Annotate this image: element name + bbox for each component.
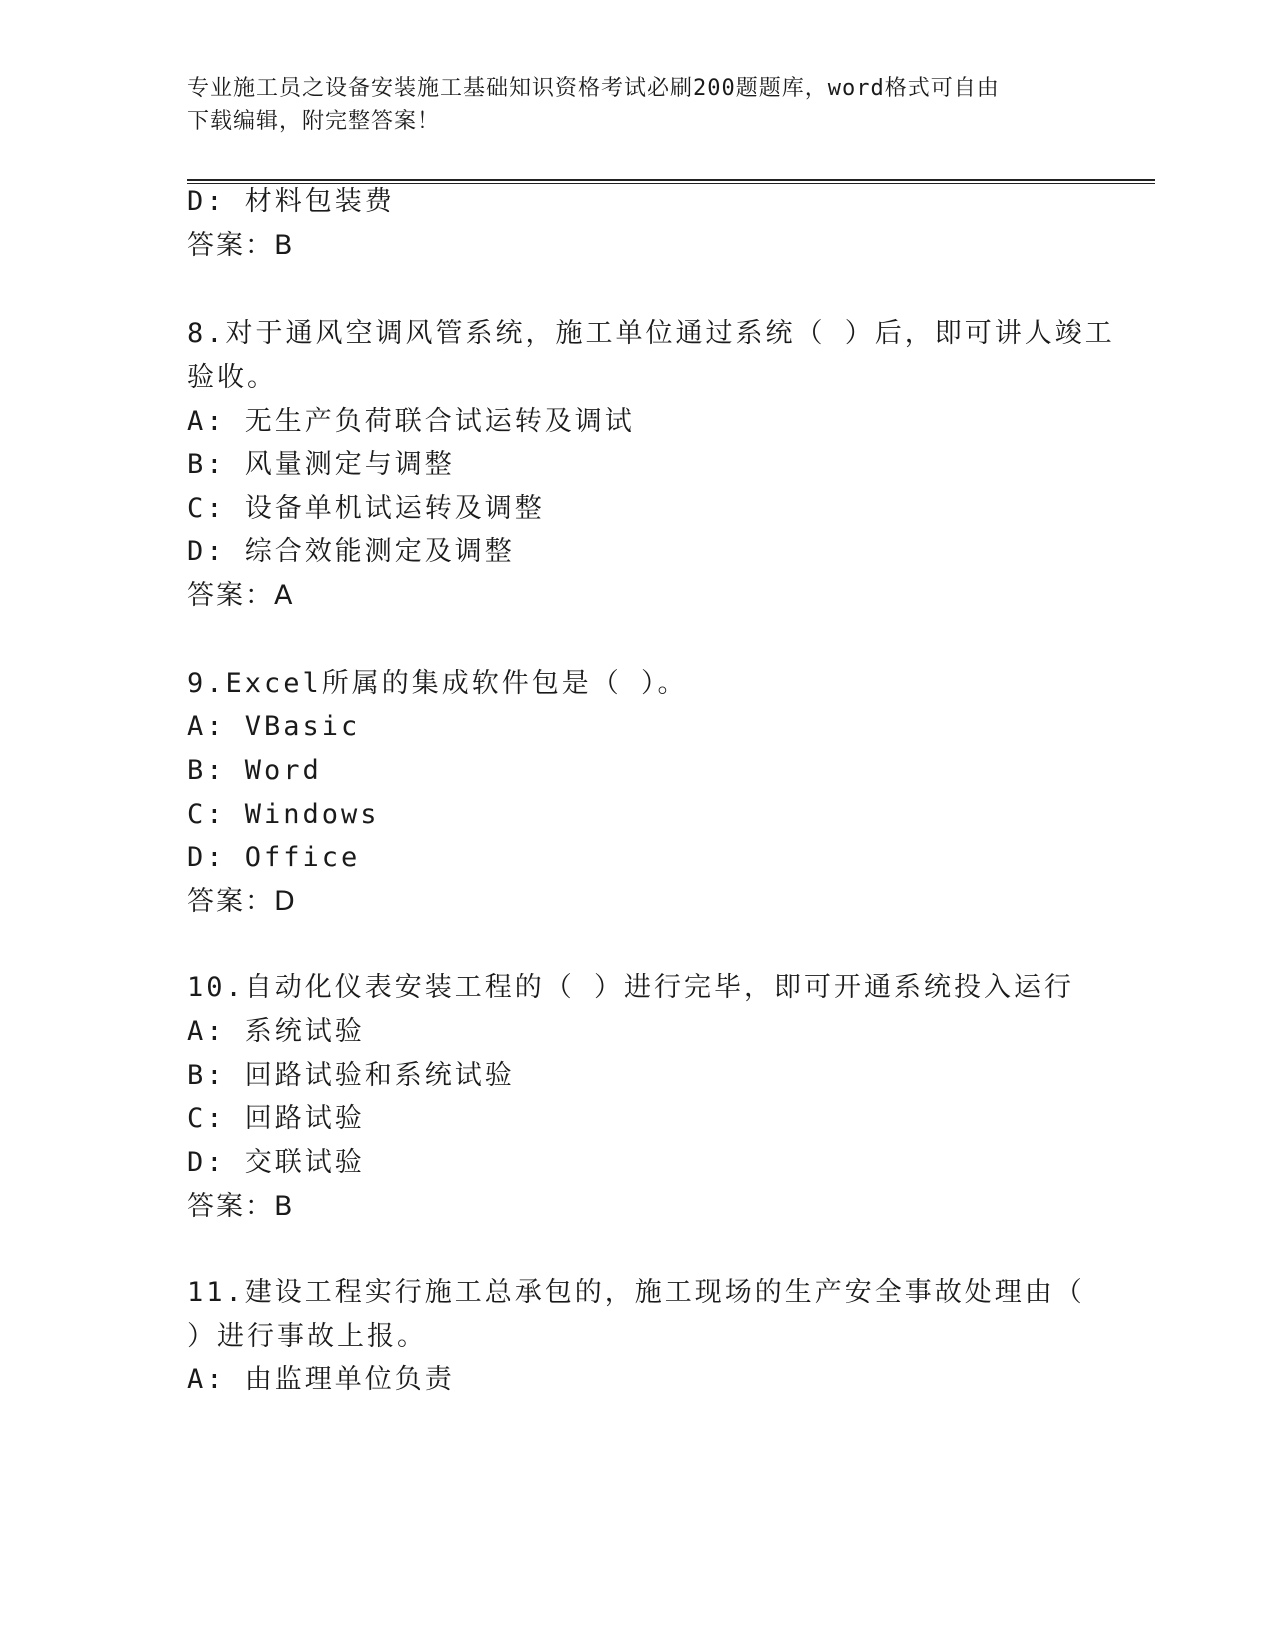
q8-option-c: C: 设备单机试运转及调整 [187, 493, 545, 524]
q8-stem-line-2: 验收。 [187, 362, 277, 393]
q10-option-c: C: 回路试验 [187, 1103, 365, 1134]
q8-option-a: A: 无生产负荷联合试运转及调试 [187, 406, 635, 437]
q10-option-b: B: 回路试验和系统试验 [187, 1060, 515, 1091]
prev-option-d: D: 材料包装费 [187, 186, 395, 217]
header-line-1: 专业施工员之设备安装施工基础知识资格考试必刷200题题库，word格式可自由 [187, 76, 1000, 101]
q10-option-d: D: 交联试验 [187, 1147, 365, 1178]
q8-answer: 答案：A [187, 580, 295, 611]
q9-option-a: A: VBasic [187, 711, 361, 742]
q9-option-b: B: Word [187, 755, 322, 786]
q11-option-a: A: 由监理单位负责 [187, 1364, 455, 1395]
q9-option-c: C: Windows [187, 799, 380, 830]
q11-stem-line-2: ）进行事故上报。 [187, 1321, 427, 1352]
document-page [187, 0, 1157, 1650]
q10-answer: 答案：B [187, 1191, 295, 1222]
q8-option-d: D: 综合效能测定及调整 [187, 536, 515, 567]
header-line-2: 下载编辑，附完整答案！ [187, 109, 441, 134]
q8-stem-line-1: 8.对于通风空调风管系统，施工单位通过系统（ ）后，即可讲人竣工 [187, 318, 1115, 349]
q9-answer: 答案：D [187, 886, 297, 917]
q10-stem-line-1: 10.自动化仪表安装工程的（ ）进行完毕，即可开通系统投入运行 [187, 972, 1075, 1003]
document-header [187, 72, 1087, 138]
q8-option-b: B: 风量测定与调整 [187, 449, 455, 480]
q11-stem-line-1: 11.建设工程实行施工总承包的，施工现场的生产安全事故处理由（ [187, 1277, 1085, 1308]
q9-option-d: D: Office [187, 842, 361, 873]
q10-option-a: A: 系统试验 [187, 1016, 365, 1047]
q9-stem-line-1: 9.Excel所属的集成软件包是（ ）。 [187, 668, 688, 699]
prev-answer: 答案：B [187, 230, 295, 261]
